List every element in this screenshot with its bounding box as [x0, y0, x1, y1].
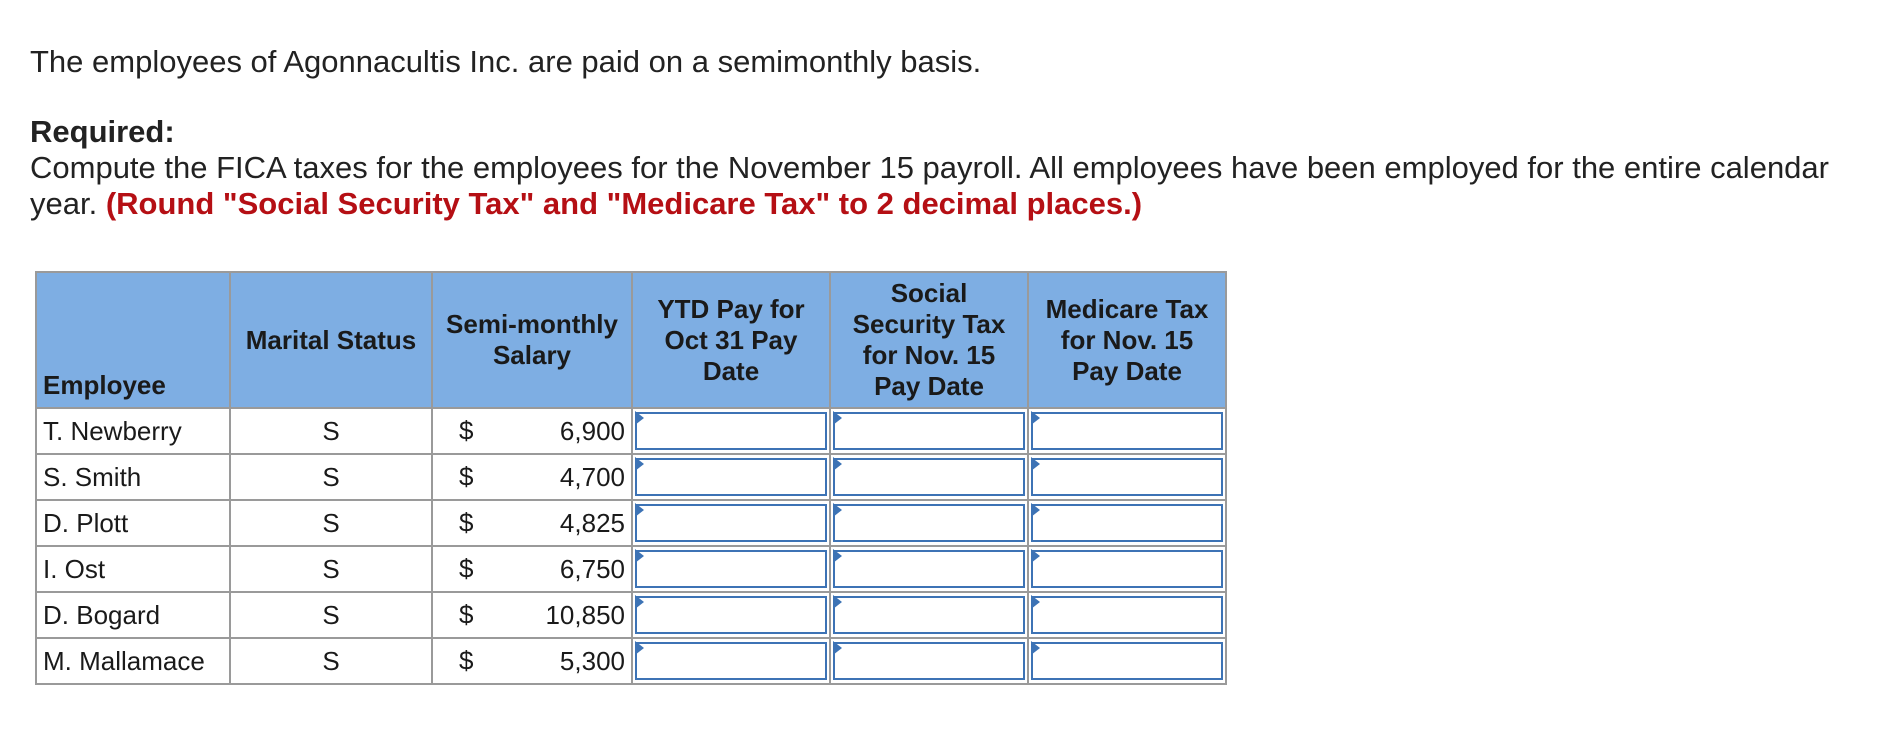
ytd-pay-input[interactable] [635, 504, 827, 542]
rounding-note: (Round "Social Security Tax" and "Medicare Tax" to 2 decimal places.) [105, 186, 1143, 221]
salary-amount: 6,900 [559, 415, 625, 446]
salary-cell [432, 500, 632, 546]
table-row [36, 454, 1226, 500]
ytd-pay-cell [632, 500, 830, 546]
header-ss-line-4: Pay Date [874, 371, 984, 401]
ytd-pay-cell [632, 638, 830, 684]
fica-table-wrapper [35, 271, 1227, 685]
table-header-row [36, 272, 1226, 408]
medicare-tax-cell [1028, 592, 1226, 638]
header-ytd-line-2: Oct 31 Pay [664, 324, 798, 355]
social-security-tax-input[interactable] [833, 596, 1025, 634]
header-employee [36, 272, 230, 408]
required-label: Required: [30, 114, 175, 149]
ss-tax-cell [830, 592, 1028, 638]
medicare-tax-cell [1028, 546, 1226, 592]
employee-cell: T. Newberry [36, 408, 230, 454]
medicare-tax-cell [1028, 408, 1226, 454]
medicare-tax-input[interactable] [1031, 458, 1223, 496]
marital-status-cell: S [230, 454, 432, 500]
medicare-tax-cell [1028, 638, 1226, 684]
medicare-tax-input[interactable] [1031, 550, 1223, 588]
ytd-pay-cell [632, 408, 830, 454]
medicare-tax-input[interactable] [1031, 412, 1223, 450]
header-ss-line-1: Social [890, 278, 968, 308]
salary-amount: 4,700 [559, 461, 625, 492]
table-row [36, 546, 1226, 592]
ss-tax-cell [830, 638, 1028, 684]
header-salary-line-2: Salary [492, 340, 572, 370]
ss-tax-cell [830, 454, 1028, 500]
medicare-tax-input[interactable] [1031, 642, 1223, 680]
table-row [36, 500, 1226, 546]
marital-status-cell: S [230, 638, 432, 684]
ss-tax-cell [830, 546, 1028, 592]
salary-cell [432, 454, 632, 500]
currency-symbol: $ [459, 553, 474, 584]
medicare-tax-cell [1028, 500, 1226, 546]
instructions-body: Compute the FICA taxes for the employees for the November 15 payroll. All employees have been employed for the entire calendar year. [30, 150, 1829, 221]
marital-status-cell: S [230, 408, 432, 454]
header-med-line-1: Medicare Tax [1045, 293, 1209, 324]
header-med-line-3: Pay Date [1072, 355, 1182, 386]
marital-status-cell: S [230, 592, 432, 638]
social-security-tax-input[interactable] [833, 550, 1025, 588]
header-ytd-line-1: YTD Pay for [657, 293, 805, 324]
employee-cell: I. Ost [36, 546, 230, 592]
salary-cell [432, 546, 632, 592]
ytd-pay-input[interactable] [635, 642, 827, 680]
salary-amount: 10,850 [545, 599, 625, 630]
social-security-tax-input[interactable] [833, 504, 1025, 542]
currency-symbol: $ [459, 599, 474, 630]
currency-symbol: $ [459, 461, 474, 492]
fica-table [35, 271, 1227, 685]
header-ytd-line-3: Date [702, 355, 760, 386]
ytd-pay-input[interactable] [635, 550, 827, 588]
employee-cell: D. Plott [36, 500, 230, 546]
table-row [36, 638, 1226, 684]
ytd-pay-cell [632, 592, 830, 638]
medicare-tax-input[interactable] [1031, 596, 1223, 634]
header-semimonthly-salary [432, 272, 632, 408]
salary-cell [432, 408, 632, 454]
currency-symbol: $ [459, 645, 474, 676]
table-row [36, 408, 1226, 454]
header-ss-line-2: Security Tax [852, 309, 1006, 339]
ss-tax-cell [830, 500, 1028, 546]
header-medicare-tax [1028, 272, 1226, 408]
header-ss-line-3: for Nov. 15 [862, 340, 996, 370]
salary-amount: 4,825 [559, 507, 625, 538]
currency-symbol: $ [459, 507, 474, 538]
employee-cell: S. Smith [36, 454, 230, 500]
salary-amount: 6,750 [559, 553, 625, 584]
header-marital-status-label: Marital Status [245, 324, 417, 355]
marital-status-cell: S [230, 500, 432, 546]
marital-status-cell: S [230, 546, 432, 592]
ytd-pay-input[interactable] [635, 596, 827, 634]
header-salary-line-1: Semi-monthly [446, 309, 618, 339]
header-social-security-tax [830, 272, 1028, 408]
employee-cell: M. Mallamace [36, 638, 230, 684]
currency-symbol: $ [459, 415, 474, 446]
header-employee-label: Employee [43, 370, 166, 400]
ytd-pay-input[interactable] [635, 412, 827, 450]
medicare-tax-input[interactable] [1031, 504, 1223, 542]
salary-cell [432, 638, 632, 684]
intro-text: The employees of Agonnacultis Inc. are paid on a semimonthly basis. [30, 44, 982, 79]
social-security-tax-input[interactable] [833, 458, 1025, 496]
ss-tax-cell [830, 408, 1028, 454]
social-security-tax-input[interactable] [833, 642, 1025, 680]
salary-cell [432, 592, 632, 638]
header-ytd-pay [632, 272, 830, 408]
social-security-tax-input[interactable] [833, 412, 1025, 450]
ytd-pay-cell [632, 454, 830, 500]
ytd-pay-input[interactable] [635, 458, 827, 496]
header-marital-status [230, 272, 432, 408]
header-med-line-2: for Nov. 15 [1060, 324, 1194, 355]
table-row [36, 592, 1226, 638]
ytd-pay-cell [632, 546, 830, 592]
employee-cell: D. Bogard [36, 592, 230, 638]
instructions-text [30, 150, 1890, 222]
medicare-tax-cell [1028, 454, 1226, 500]
salary-amount: 5,300 [559, 645, 625, 676]
